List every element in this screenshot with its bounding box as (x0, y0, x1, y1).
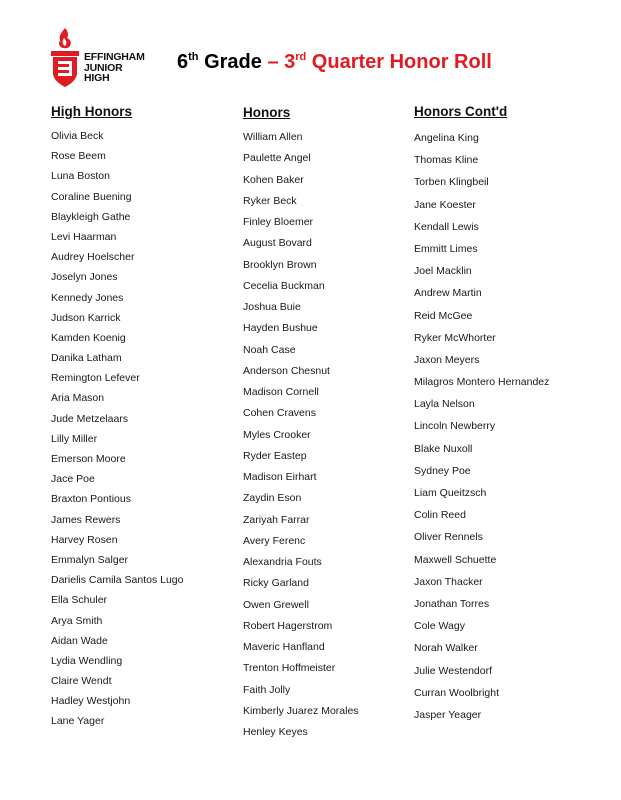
student-name: Joselyn Jones (51, 271, 118, 284)
title-dash: – (267, 51, 285, 73)
student-name: Andrew Martin (414, 287, 482, 300)
column-heading: Honors (243, 105, 291, 120)
student-name: Remington Lefever (51, 372, 140, 385)
page-title (177, 51, 492, 74)
student-name: Thomas Kline (414, 154, 479, 167)
student-name: Lane Yager (51, 715, 105, 728)
student-name: Emmalyn Salger (51, 553, 129, 566)
student-name: Braxton Pontious (51, 493, 131, 506)
student-name: Jace Poe (51, 473, 95, 486)
student-name: Jaxon Thacker (414, 575, 483, 588)
name-list (414, 127, 549, 726)
student-name: Cecelia Buckman (243, 279, 325, 292)
student-name: Ryker Beck (243, 194, 297, 207)
quarter-suffix: rd (295, 51, 307, 63)
student-name: Owen Grewell (243, 598, 309, 611)
student-name: Paulette Angel (243, 152, 311, 165)
student-name: Milagros Montero Hernandez (414, 376, 550, 389)
student-name: Jane Koester (414, 198, 476, 211)
school-name-line2: JUNIOR (84, 61, 123, 74)
student-name: Hadley Westjohn (51, 695, 131, 708)
student-name: Blake Nuxoll (414, 442, 473, 455)
student-name: Anderson Chesnut (243, 364, 330, 377)
student-name: Danika Latham (51, 352, 122, 365)
high-honors-column (51, 104, 183, 732)
student-name: Lilly Miller (51, 432, 98, 445)
student-name: Joel Macklin (414, 265, 472, 278)
student-name: Jude Metzelaars (51, 412, 129, 425)
student-name: Zariyah Farrar (243, 513, 310, 526)
student-name: Cole Wagy (414, 620, 465, 633)
student-name: Colin Reed (414, 509, 466, 522)
student-name: Zaydin Eson (243, 492, 302, 505)
student-name: Ricky Garland (243, 577, 309, 590)
student-name: Finley Bloemer (243, 216, 314, 228)
student-name: Oliver Rennels (414, 531, 483, 544)
student-name: Trenton Hoffmeister (243, 662, 336, 675)
student-name: Jasper Yeager (414, 708, 482, 721)
honors-column (243, 105, 359, 743)
student-name: Ryker McWhorter (414, 331, 496, 344)
name-list (51, 126, 183, 732)
column-heading: High Honors (51, 104, 132, 119)
student-name: Faith Jolly (243, 683, 291, 696)
school-logo (48, 27, 178, 89)
student-name: Curran Woolbright (414, 686, 500, 699)
student-name: Emmitt Limes (414, 242, 478, 255)
student-name: Cohen Cravens (243, 407, 316, 420)
student-name: Henley Keyes (243, 726, 308, 738)
student-name: Lydia Wendling (51, 654, 123, 667)
student-name: Sydney Poe (414, 464, 471, 477)
grade-number: 6 (177, 51, 189, 73)
student-name: Emerson Moore (51, 453, 126, 465)
student-name: Lincoln Newberry (414, 420, 496, 433)
title-grade (177, 51, 267, 73)
student-name: Liam Queitzsch (414, 487, 487, 499)
name-list (243, 127, 359, 743)
student-name: Brooklyn Brown (243, 258, 317, 271)
quarter-number: 3 (284, 51, 296, 73)
honors-contd-column (414, 104, 549, 726)
student-name: Angelina King (414, 132, 479, 144)
student-name: Audrey Hoelscher (51, 251, 135, 264)
student-name: Madison Eirhart (243, 471, 317, 483)
grade-suffix: th (188, 51, 199, 63)
student-name: Maxwell Schuette (414, 553, 497, 566)
student-name: James Rewers (51, 513, 121, 526)
student-name: Rose Beem (51, 150, 106, 163)
student-name: Arya Smith (51, 614, 103, 627)
student-name: Jaxon Meyers (414, 353, 480, 366)
student-name: Kennedy Jones (51, 291, 124, 304)
student-name: Norah Walker (414, 642, 478, 655)
student-name: Reid McGee (414, 309, 473, 322)
school-name-line3: HIGH (84, 72, 110, 84)
student-name: Kendall Lewis (414, 220, 479, 233)
student-name: Jonathan Torres (414, 597, 490, 610)
school-name (84, 52, 145, 84)
student-name: Kohen Baker (243, 173, 304, 186)
student-name: Robert Hagerstrom (243, 619, 333, 632)
student-name: William Allen (243, 131, 303, 143)
student-name: Olivia Beck (51, 130, 104, 142)
column-heading: Honors Cont'd (414, 104, 508, 119)
student-name: Torben Klingbeil (414, 176, 489, 189)
student-name: Kamden Koenig (51, 331, 126, 344)
student-name: August Bovard (243, 237, 312, 250)
quarter-text: Quarter Honor Roll (306, 51, 492, 73)
student-name: Julie Westendorf (414, 664, 493, 677)
torch-shield-icon (48, 27, 82, 89)
student-name: Aidan Wade (51, 634, 108, 647)
student-name: Ella Schuler (51, 594, 108, 607)
student-name: Blaykleigh Gathe (51, 210, 131, 223)
student-name: Judson Karrick (51, 311, 121, 324)
student-name: Kimberly Juarez Morales (243, 704, 359, 717)
student-name: Coraline Buening (51, 190, 132, 203)
student-name: Levi Haarman (51, 230, 117, 243)
student-name: Claire Wendt (51, 675, 112, 688)
student-name: Madison Cornell (243, 386, 319, 398)
student-name: Noah Case (243, 343, 296, 356)
student-name: Joshua Buie (243, 301, 301, 313)
student-name: Avery Ferenc (243, 534, 306, 547)
student-name: Maveric Hanfland (243, 641, 325, 653)
student-name: Alexandria Fouts (243, 556, 322, 568)
school-name-line1: EFFINGHAM (84, 51, 145, 63)
student-name: Darielis Camila Santos Lugo (51, 574, 184, 587)
student-name: Aria Mason (51, 392, 105, 405)
student-name: Harvey Rosen (51, 533, 118, 546)
student-name: Layla Nelson (414, 398, 475, 411)
grade-word: Grade (198, 51, 268, 73)
student-name: Hayden Bushue (243, 322, 318, 335)
student-name: Ryder Eastep (243, 449, 307, 462)
student-name: Luna Boston (51, 170, 110, 183)
title-quarter (267, 51, 491, 73)
student-name: Myles Crooker (243, 428, 311, 441)
